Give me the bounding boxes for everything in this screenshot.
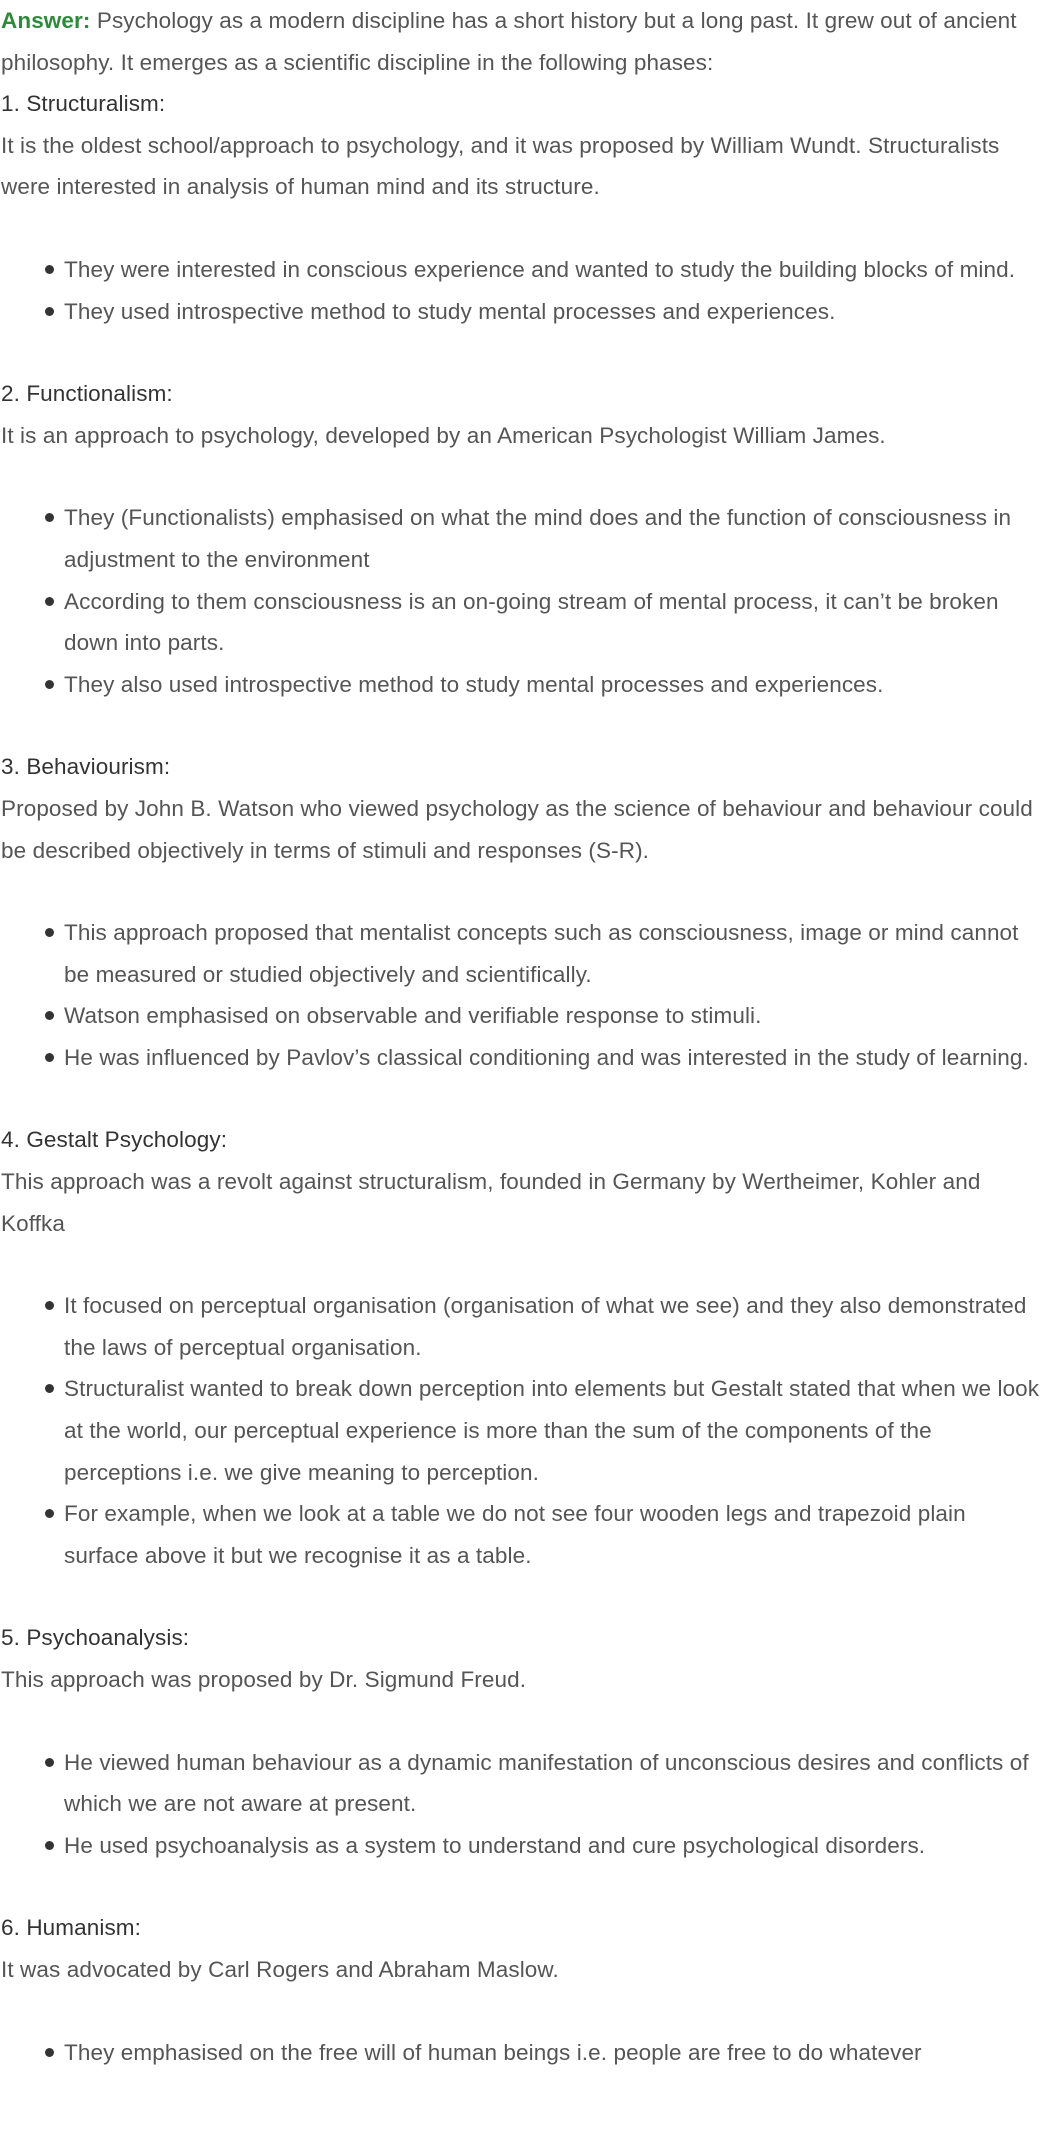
section-heading-functionalism: 2. Functionalism: xyxy=(1,381,173,407)
section-description: This approach was a revolt against structuralism, founded in Germany by Wertheimer, Kohler and Koffka xyxy=(1,1169,981,1236)
section-heading-behaviourism: 3. Behaviourism: xyxy=(1,754,171,780)
bullet-item: They used introspective method to study mental processes and experiences. xyxy=(64,291,1044,333)
bullet-list xyxy=(1,249,1044,332)
bullet-item: It focused on perceptual organisation (organisation of what we see) and they also demonstrated the laws of perceptual organisation. xyxy=(64,1285,1044,1368)
bullet-item: They also used introspective method to study mental processes and experiences. xyxy=(64,664,1044,706)
bullet-list xyxy=(1,1285,1044,1576)
section-heading-psychoanalysis: 5. Psychoanalysis: xyxy=(1,1625,190,1651)
section-description: It is an approach to psychology, developed by an American Psychologist William James. xyxy=(1,422,886,448)
bullet-item: He used psychoanalysis as a system to understand and cure psychological disorders. xyxy=(64,1825,1044,1867)
bullet-item: Watson emphasised on observable and verifiable response to stimuli. xyxy=(64,995,1044,1037)
section-description: This approach was proposed by Dr. Sigmund Freud. xyxy=(1,1667,527,1692)
bullet-item: They were interested in conscious experience and wanted to study the building blocks of mind. xyxy=(64,249,1044,291)
bullet-item: Structuralist wanted to break down perception into elements but Gestalt stated that when we look at the world, our perceptual experience is more than the sum of the components of the perceptions i.e. we give meaning to perception. xyxy=(64,1368,1044,1493)
bullet-item: According to them consciousness is an on-going stream of mental process, it can’t be broken down into parts. xyxy=(64,581,1044,664)
answer-label: Answer: xyxy=(1,8,91,33)
section-description: It is the oldest school/approach to psychology, and it was proposed by William Wundt. Structuralists were interested in analysis of human mind and its structure. xyxy=(1,132,1000,200)
bullet-list xyxy=(1,2032,1044,2074)
bullet-item: This approach proposed that mentalist concepts such as consciousness, image or mind cannot be measured or studied objectively and scientifically. xyxy=(64,912,1044,995)
intro-paragraph xyxy=(1,0,1044,83)
bullet-item: He was influenced by Pavlov’s classical conditioning and was interested in the study of learning. xyxy=(64,1037,1044,1079)
bullet-list xyxy=(1,1742,1044,1867)
section-description: It was advocated by Carl Rogers and Abraham Maslow. xyxy=(1,1956,559,1982)
section-heading-gestalt: 4. Gestalt Psychology: xyxy=(1,1127,228,1153)
intro-text: Psychology as a modern discipline has a short history but a long past. It grew out of ancient philosophy. It emerges as a scientific discipline in the following phases: xyxy=(1,8,1017,75)
bullet-item: He viewed human behaviour as a dynamic manifestation of unconscious desires and conflicts of which we are not aware at present. xyxy=(64,1742,1044,1825)
bullet-item: For example, when we look at a table we do not see four wooden legs and trapezoid plain surface above it but we recognise it as a table. xyxy=(64,1493,1044,1576)
bullet-list xyxy=(1,497,1044,705)
section-heading-structuralism: 1. Structuralism: xyxy=(1,91,166,117)
bullet-item: They emphasised on the free will of human beings i.e. people are free to do whatever xyxy=(64,2032,1044,2074)
bullet-item: They (Functionalists) emphasised on what the mind does and the function of consciousness in adjustment to the environment xyxy=(64,497,1044,580)
section-description: Proposed by John B. Watson who viewed psychology as the science of behaviour and behaviour could be described objectively in terms of stimuli and responses (S-R). xyxy=(1,795,1033,863)
section-heading-humanism: 6. Humanism: xyxy=(1,1915,141,1941)
bullet-list xyxy=(1,912,1044,1078)
